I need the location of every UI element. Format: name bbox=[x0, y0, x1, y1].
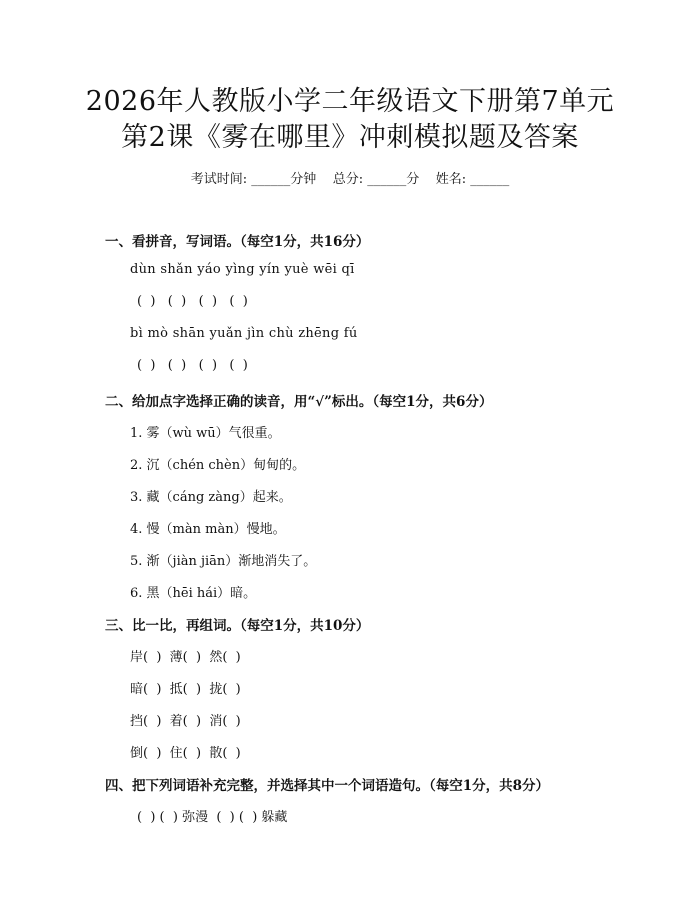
section-2-item: 4. 慢（màn màn）慢地。 bbox=[130, 522, 286, 537]
document-title-line-2: 第2课《雾在哪里》冲刺模拟题及答案 bbox=[121, 122, 579, 153]
section-3-row: 岸( ) 薄( ) 然( ) bbox=[130, 650, 241, 665]
section-3-row: 挡( ) 着( ) 消( ) bbox=[130, 714, 241, 729]
section-2-item: 5. 渐（jiàn jiān）渐地消失了。 bbox=[130, 554, 317, 569]
section-2-item: 2. 沉（chén chèn）甸甸的。 bbox=[130, 458, 306, 473]
document-title-line-1: 2026年人教版小学二年级语文下册第7单元 bbox=[85, 86, 615, 117]
section-1-answer-row-2: ( ) ( ) ( ) ( ) bbox=[137, 358, 248, 373]
section-1-heading: 一、看拼音，写词语。（每空1分，共16分） bbox=[105, 234, 370, 250]
section-4-row: ( ) ( ) 弥漫 ( ) ( ) 躲藏 bbox=[137, 810, 288, 825]
section-2-item: 1. 雾（wù wū）气很重。 bbox=[130, 426, 281, 441]
section-3-heading: 三、比一比，再组词。（每空1分，共10分） bbox=[105, 618, 370, 634]
section-4-heading: 四、把下列词语补充完整，并选择其中一个词语造句。（每空1分，共8分） bbox=[105, 778, 550, 794]
section-1-answer-row-1: ( ) ( ) ( ) ( ) bbox=[137, 294, 248, 309]
section-2-heading: 二、给加点字选择正确的读音，用“√”标出。（每空1分，共6分） bbox=[105, 394, 493, 410]
section-2-item: 3. 藏（cáng zàng）起来。 bbox=[130, 490, 292, 505]
section-3-row: 暗( ) 抵( ) 拢( ) bbox=[130, 682, 241, 697]
exam-info: 考试时间: ______分钟 总分: ______分 姓名: ______ bbox=[190, 172, 510, 187]
section-1-pinyin-row-2: bì mò shān yuǎn jìn chù zhēng fú bbox=[130, 326, 358, 341]
section-2-item: 6. 黑（hēi hái）暗。 bbox=[130, 586, 257, 601]
section-1-pinyin-row-1: dùn shǎn yáo yìng yín yuè wēi qī bbox=[130, 262, 355, 277]
section-3-row: 倒( ) 住( ) 散( ) bbox=[130, 746, 241, 761]
